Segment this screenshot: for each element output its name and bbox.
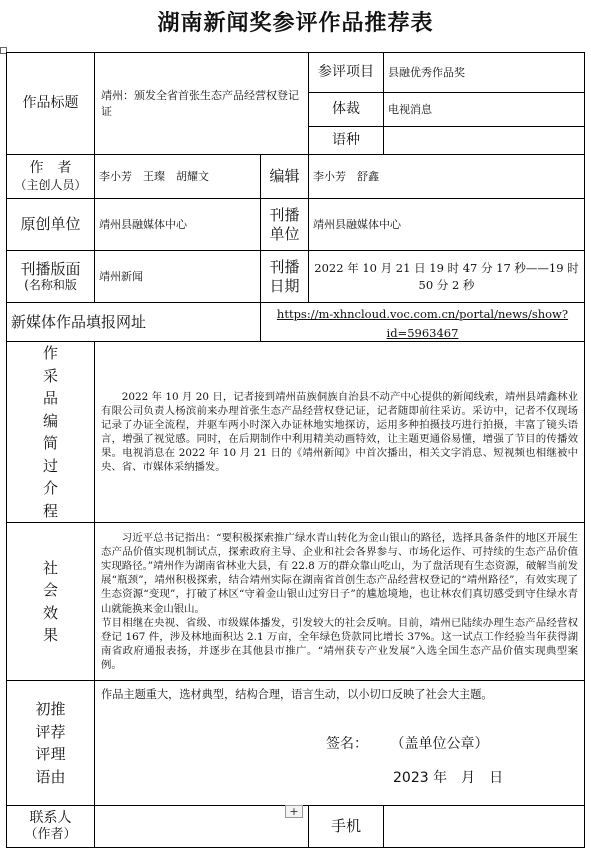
- origin-unit-label: 原创单位: [7, 199, 95, 251]
- effect-cell: [95, 523, 585, 681]
- contact-label: [7, 806, 95, 848]
- publish-date-value[interactable]: 2022 年 10 月 21 日 19 时 47 分 17 秒——19 时 50 分 2 秒: [309, 251, 585, 303]
- author-label-line1: 作 者: [29, 160, 72, 177]
- url-cell: [261, 303, 585, 342]
- sign-date: 2023 年 月 日: [393, 770, 504, 787]
- author-label-line2: （主创人员）: [14, 177, 87, 192]
- review-label: 初推评荐评理语由: [7, 681, 95, 806]
- seal-label: （盖单位公章）: [390, 736, 489, 753]
- sign-label: 签名：: [326, 736, 368, 753]
- language-label: 语种: [309, 127, 384, 155]
- author-value[interactable]: 李小芳 王璨 胡耀文: [95, 155, 261, 199]
- process-text[interactable]: 2022 年 10 月 20 日，记者接到靖州苗族侗族自治县不动产中心提供的新闻线索，靖州县靖鑫林业有限公司负责人杨滨前来办理首张生态产品经营权登记证，记者随即前往采访。采访中，记者不仅现场记录了办证全流程，并驱车两小时深入办证林地实地探访，运用多种拍摄技巧进行拍摄，丰富了镜头语言，增强了视觉感。同时，在后期制作中利用精美动画特效，让主题更通俗易懂，增强了节目的传播效果。电视消息在 2022 年 10 月 21 日的《靖州新闻》中首次播出，相关文字消息、短视频也相继被中央、省、市媒体采纳播发。: [101, 390, 578, 474]
- phone-label: 手机: [309, 806, 384, 848]
- editor-value[interactable]: 李小芳 舒鑫: [309, 155, 585, 199]
- work-title-label: 作品标题: [7, 53, 95, 155]
- url-link[interactable]: https://m-xhncloud.voc.com.cn/portal/news/show?id=5963467: [276, 307, 569, 340]
- genre-label: 体裁: [309, 93, 384, 127]
- language-value[interactable]: [384, 127, 585, 155]
- effect-text-2[interactable]: 节目相继在央视、省级、市级媒体播发，引发较大的社会反响。目前，靖州已陆续办理生态产品经营权登记 167 件，涉及林地面积达 2.1 万亩，全年绿色贷款同比增长 37%。这一试点工作经验当年获得湖南省政府通报表扬，并逐步在其他县市推广。“靖州获专产业发展”入选全国生态产品价值实现典型案例。: [101, 616, 578, 672]
- work-title-value[interactable]: 靖州：颁发全省首张生态产品经营权登记证: [95, 53, 309, 155]
- origin-unit-value[interactable]: 靖州县融媒体中心: [95, 199, 261, 251]
- recommendation-form-table: [6, 52, 585, 848]
- form-title: 湖南新闻奖参评作品推荐表: [157, 11, 434, 36]
- genre-value[interactable]: 电视消息: [384, 93, 585, 127]
- url-label: 新媒体作品填报网址: [7, 303, 261, 342]
- publish-unit-value[interactable]: 靖州县融媒体中心: [309, 199, 585, 251]
- add-row-button[interactable]: +: [285, 805, 303, 818]
- layout-label-line2: (名称和版: [24, 278, 77, 293]
- sign-row: [326, 733, 578, 753]
- contact-value[interactable]: [95, 806, 309, 848]
- contact-label-line2: （作者）: [24, 827, 77, 843]
- layout-label: [7, 251, 95, 303]
- review-cell: [95, 681, 585, 806]
- process-cell: [95, 342, 585, 523]
- layout-label-line1: 刊播版面: [20, 259, 81, 278]
- contact-label-line1: 联系人: [29, 809, 72, 826]
- editor-label: 编辑: [261, 155, 309, 199]
- effect-text-1[interactable]: 习近平总书记指出：“要积极探索推广绿水青山转化为金山银山的路径，选择具备条件的地区开展生态产品价值实现机制试点，探索政府主导、企业和社会各界参与、市场化运作、可持续的生态产品价值实现路径。”靖州作为湖南省林业大县，有 22.8 万的群众靠山吃山，为了盘活现有生态资源，破解当前发展“瓶颈”，靖州积极探索，结合靖州实际在湖南省首创生态产品经营权登记的“靖州路径”，有效实现了生态资源“变现”，打破了林区“守着金山银山过穷日子”的尴尬境地，也让林农们真切感受到守住绿水青山就能换来金山银山。: [101, 531, 578, 615]
- author-label: [7, 155, 95, 199]
- phone-value[interactable]: [384, 806, 585, 848]
- process-label: 作采品编简过介程: [7, 342, 95, 523]
- category-value[interactable]: 县融优秀作品奖: [384, 53, 585, 93]
- review-text[interactable]: 作品主题重大，选材典型，结构合理，语言生动，以小切口反映了社会大主题。: [101, 688, 493, 701]
- effect-label: 社会效果: [7, 523, 95, 681]
- category-label: 参评项目: [309, 53, 384, 93]
- layout-value[interactable]: 靖州新闻: [95, 251, 261, 303]
- publish-date-label: 刊播日期: [261, 251, 309, 303]
- publish-unit-label: 刊播单位: [261, 199, 309, 251]
